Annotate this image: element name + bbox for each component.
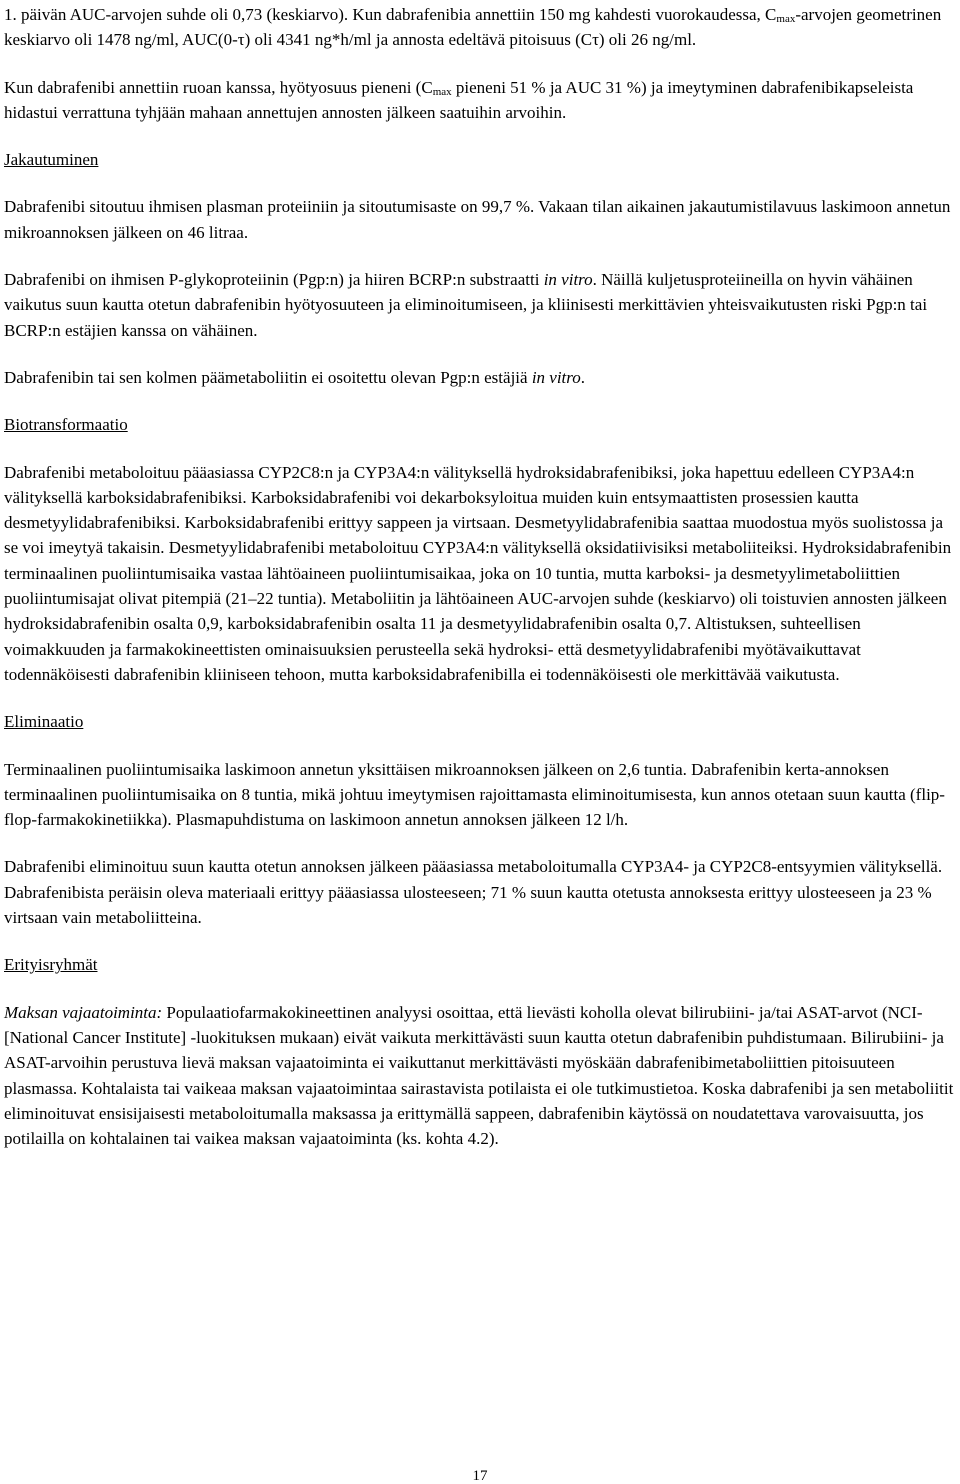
document-page xyxy=(4,2,954,1151)
paragraph-pgp-inhibitor: Dabrafenibin tai sen kolmen päämetaboliitin ei osoitettu olevan Pgp:n estäjiä in vitro. xyxy=(4,367,586,387)
paragraph-hepatic-impairment: Maksan vajaatoiminta: Populaatiofarmakokineettinen analyysi osoittaa, että lievästi koholla olevat bilirubiini- ja/tai ASAT-arvot (NCI- [National Cancer Institute] -luokituksen mukaan) eivät vaikuta merkittävästi suun kautta otetun dabrafenibin puhdistumaan. Bilirubiini- ja ASAT-arvoihin perustuva lievä maksan vajaatoiminta ei vaikuttanut merkittävästi myöskään dabrafenibimetaboliittien pitoisuuteen plasmassa. Kohtalaista tai vaikeaa maksan vajaatoimintaa sairastavista potilaista ei ole tutkimustietoa. Koska dabrafenibi ja sen metaboliitit eliminoituvat ensisijaisesti metaboloitumalla maksassa ja erittymällä sappeen, dabrafenibin käytössä on noudatettava varovaisuutta, jos potilailla on kohtalainen tai vaikea maksan vajaatoiminta (ks. kohta 4.2). xyxy=(4,1002,954,1149)
paragraph-pgp-substrate: Dabrafenibi on ihmisen P-glykoproteiinin (Pgp:n) ja hiiren BCRP:n substraatti in vitro. Näillä kuljetusproteiineilla on hyvin vähäinen vaikutus suun kautta otetun dabrafenibin hyötyosuuteen ja eliminoitumiseen, ja kliinisesti merkittävien yhteisvaikutusten riski Pgp:n tai BCRP:n estäjien kanssa on vähäinen. xyxy=(4,270,928,340)
paragraph-metabolism: Dabrafenibi metaboloituu pääasiassa CYP2C8:n ja CYP3A4:n välityksellä hydroksidabrafenibiksi, joka hapettuu edelleen CYP3A4:n välityksellä karboksidabrafenibiksi. Karboksidabrafenibi voi dekarboksyloitua muiden kuin entsymaattisten prosessien kautta desmetyylidabrafenibiksi. Karboksidabrafenibi erittyy sappeen ja virtsaan. Desmetyylidabrafenibia saattaa muodostua myös suolistossa ja se voi imeytyä takaisin. Desmetyylidabrafenibi metaboloituu CYP3A4:n välityksellä oksidatiivisiksi metaboliiteiksi. Hydroksidabrafenibin terminaalinen puoliintumisaika vastaa lähtöaineen puoliintumisaikaa, joka on 10 tuntia, mutta karboksi- ja desmetyylimetaboliittien puoliintumisajat olivat pitempiä (21–22 tuntia). Metaboliitin ja lähtöaineen AUC-arvojen suhde (keskiarvo) oli toistuvien annosten jälkeen hydroksidabrafenibin osalta 0,9, karboksidabrafenibin osalta 11 ja desmetyylidabrafenibin osalta 0,7. Altistuksen, suhteellisen voimakkuuden ja farmakokineettisten ominaisuuksien perusteella sekä hydroksi- että desmetyylidabrafenibi myötävaikuttavat todennäköisesti dabrafenibin kliiniseen tehoon, mutta karboksidabrafenibilla ei todennäköisesti ole merkittävää vaikutusta. xyxy=(4,462,952,684)
paragraph-absorption-values: 1. päivän AUC-arvojen suhde oli 0,73 (keskiarvo). Kun dabrafenibia annettiin 150 mg kahdesti vuorokaudessa, $C_{max}$-arvojen geometrinen keskiarvo oli 1478 ng/ml, AUC(0-τ) oli 4341 ng*h/ml ja annosta edeltävä pitoisuus (Cτ) oli 26 ng/ml. xyxy=(4,5,942,50)
heading-special-populations: Erityisryhmät xyxy=(4,955,98,975)
heading-distribution: Jakautuminen xyxy=(4,150,99,170)
heading-elimination: Eliminaatio xyxy=(4,712,84,732)
heading-biotransformation: Biotransformaatio xyxy=(4,415,128,435)
paragraph-excretion: Dabrafenibi eliminoituu suun kautta otetun annoksen jälkeen pääasiassa metaboloitumalla CYP3A4- ja CYP2C8-entsyymien välityksellä. Dabrafenibista peräisin oleva materiaali erittyy pääasiassa ulosteeseen; 71 % suun kautta otetusta annoksesta erittyy ulosteeseen ja 23 % virtsaan vain metaboliitteina. xyxy=(4,857,943,928)
page-number: 17 xyxy=(472,1468,488,1484)
paragraph-food-effect: Kun dabrafenibi annettiin ruoan kanssa, hyötyosuus pieneni ($C_{max}$ pieneni 51 % ja AUC 31 %) ja imeytyminen dabrafenibikapseleista hidastui verrattuna tyhjään mahaan annettujen annosten jälkeen saatuihin arvoihin. xyxy=(4,77,914,122)
paragraph-half-life: Terminaalinen puoliintumisaika laskimoon annetun yksittäisen mikroannoksen jälkeen on 2,6 tuntia. Dabrafenibin kerta-annoksen terminaalinen puoliintumisaika on 8 tuntia, mikä johtuu imeytymisen rajoittamasta eliminoitumisesta, kun annos otetaan suun kautta (flip-flop-farmakokinetiikka). Plasmapuhdistuma on laskimoon annetun annoksen jälkeen 12 l/h. xyxy=(4,759,945,830)
paragraph-protein-binding: Dabrafenibi sitoutuu ihmisen plasman proteiiniin ja sitoutumisaste on 99,7 %. Vakaan tilan aikainen jakautumistilavuus laskimoon annetun mikroannoksen jälkeen on 46 litraa. xyxy=(4,197,951,242)
